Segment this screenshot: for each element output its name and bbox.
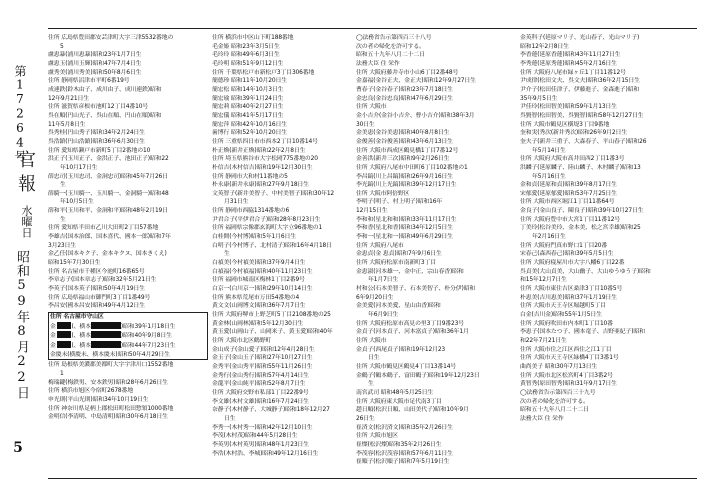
text-line: 法務大臣 住 栄作 <box>356 60 400 67</box>
text-line: 金恵貞(金 恵貞)昭和7年9月6日生 <box>356 251 442 258</box>
issue-number: 第17264号 <box>13 65 27 163</box>
text-line: 呉秀桂(円山秀子)昭和34年2月24日生 <box>48 130 145 137</box>
text-line: 梅瑞鍵(梅鉄男、安本鉄男)昭和28年6月26日生 <box>48 379 168 386</box>
text-line: 住所 大阪府八尾市緑ヶ丘1丁目11番12号 <box>520 69 626 76</box>
text-line: 黄金林(山岡林)昭和5年12月30日生 <box>212 320 304 327</box>
text-line: 簡宏莉 昭和40年2月27日生 <box>212 104 284 111</box>
text-line: 住所 愛知県半田市乙川大田町2丁目57番地 <box>48 225 159 232</box>
text-line: 薛忠司(玉川忠司、金洞忠司)昭和45年7月26日 <box>48 173 168 180</box>
gazette-title: 官報 <box>15 150 36 198</box>
text-line: 金山成子(金山愛子)昭和12年4月28日生 <box>212 346 315 353</box>
text-line: 白京一(白川京一)昭和29年10月14日生 <box>212 286 313 293</box>
redaction-block <box>91 341 121 348</box>
text-line: 住所 島根県美濃郡美都町大字宇津川口1552番地 <box>48 362 174 369</box>
text-line: 住所 大阪市北区鶴野町 <box>212 337 272 344</box>
text-line: 李和一(星北和一)昭和49年6月29日生 <box>356 234 453 241</box>
redaction-block <box>91 331 121 338</box>
text-line: 白金(吉川金)昭和55年1月5日生 <box>520 312 602 318</box>
text-line: 金秀行(金山秀行)昭和57年4月14日生 <box>212 372 309 379</box>
text-line: 李英子(国本英子)昭和50年4月19日生 <box>48 286 145 293</box>
text-line: 白禎美(今村禎美)昭和37年9月4日生 <box>212 260 306 267</box>
text-line: 金恵淑(河本雄一、金中正、宗山春香)昭和 <box>356 268 464 275</box>
text-line: 金鶴子(鶴本鶴子、富田鶴子)昭和19年12月23日 <box>356 372 480 379</box>
text-line: 昭和五十九年八月二十二日 <box>356 52 425 59</box>
text-line: 法務大臣 住 栄作 <box>520 415 564 422</box>
text-line: 月31日生 <box>224 199 249 206</box>
text-line: 住所 広島県豊田郡安芸津町大字三津5532番地の <box>48 35 174 41</box>
text-line: 住所 横浜市旭区今宿町2678番地 <box>48 388 134 395</box>
column-4 <box>520 34 700 474</box>
text-line: 李昌安(國本昌安)昭和49年4月12日生 <box>48 303 145 310</box>
text-line: 李香蓮(延原香蓮)昭和43年11月27日生 <box>520 52 621 59</box>
text-line: 年10月5日生 <box>60 199 94 206</box>
text-line: 李浩(木村浩、李城)昭和49年12月16日生 <box>212 450 319 457</box>
text-line: 尹介子(松田佳津子、伊藤進子、金森進子)昭和 <box>520 86 640 93</box>
text-line: 白禎福(今村禎福)昭和40年11月23日生 <box>212 268 313 275</box>
text-line: 朴恵美(吉川恵美)昭和37年1月19日生 <box>520 294 617 301</box>
text-line: 住所 愛知県瀬戸市新町5丁目2番地の10 <box>48 147 151 154</box>
redaction-block <box>57 341 71 348</box>
text-line: 李茂(木村茂)昭和44年5月28日生 <box>212 433 298 440</box>
text-line: 年5月16日生 <box>532 173 566 180</box>
text-line: 次の者の帰化を許可する。 <box>520 398 589 405</box>
text-line: 1 <box>60 370 64 377</box>
text-line: 黄文文(山岡博文)昭和36年7月7日生 <box>212 303 306 310</box>
text-line: 白明子(今村博子、北村清子)昭和16年4月18日 <box>212 242 332 249</box>
text-line: 尹成律(松田文夫、呉文夫)昭和36年2月15日生 <box>520 78 640 85</box>
text-line: 住所 大阪府大阪市高井田西2丁目1番3号 <box>520 156 625 163</box>
text-line: ◯法務省告示第四百三十九号 <box>520 389 596 396</box>
text-line: 金玉子(金山玉子)昭和27年10月27日生 <box>212 355 313 362</box>
bottom-rule <box>48 478 697 479</box>
text-line: 住所 滋賀県彦根市池町12丁目4番10号 <box>48 104 149 111</box>
text-line: 白桂開(今村博)昭和5年1月6日生 <box>212 234 296 241</box>
text-line: 住所 大阪府八尾市 <box>356 242 404 249</box>
text-line: 金美愛(河本美愛、星山由香)昭和 <box>356 303 441 310</box>
text-line: 歯博行 昭和52年10月20日生 <box>212 130 287 137</box>
text-line: 南宮武司 昭和48年5月25日生 <box>356 389 434 396</box>
text-line: 李光鎬(川上光鎬)昭和39年12月17日生 <box>356 182 457 189</box>
text-line: 呉浩鎮(円山浩鎮)昭和36年6月30日生 <box>48 138 145 145</box>
text-line: 日生 <box>224 415 236 422</box>
text-line: 住所 熊本県荒尾市万田54番地の4 <box>212 294 300 301</box>
text-line: 住所 大阪市 <box>356 104 387 111</box>
text-line: 住所 大阪市鶴見区横堤3丁目9番地 <box>520 121 610 128</box>
text-line: 趙日順(松沢日順、山田美代子)昭和10年9月 <box>356 407 469 414</box>
text-line: 住所 大阪市住之江区西住之江1丁目 <box>520 346 612 353</box>
redaction-block <box>57 331 71 338</box>
text-line: 5 <box>60 43 64 50</box>
text-line: 住所 福岡市城南区梅林1丁目2番9号 <box>212 277 305 284</box>
text-line: 12年9月21日生 <box>48 95 89 102</box>
column-2-lines <box>212 34 352 458</box>
text-line: 尹君合子(平伊君合子)昭和28年8月23日生 <box>212 216 321 223</box>
weekday: 水曜日 <box>20 205 33 238</box>
text-line: 住所 静岡市大和村11番地の5 <box>212 173 288 180</box>
text-line: 金和貞(延原和貞)昭和39年8月17日生 <box>520 182 617 189</box>
text-line: 呉在順(円山光子、呉山在順、円山在順)昭和 <box>48 112 162 119</box>
text-line: 年5月14日生 <box>532 147 566 154</box>
text-line: 住所 大阪市天王寺区堀越町5丁目 <box>520 303 606 310</box>
text-line: 住所 大阪市鶴見区鶴見4丁目13番14号 <box>356 363 457 370</box>
text-line: 黄玉愛(山岡山子、山岡米子、黄玉愛)昭和40年 <box>212 329 333 336</box>
top-rule <box>48 28 697 29</box>
box-lines <box>50 322 206 360</box>
text-line: 簡宏瑜 昭和39年1月24日生 <box>212 95 284 102</box>
text-line: 李和香(星北和香)昭和34年12月5日生 <box>356 225 453 232</box>
text-line: 曹春子(金谷春子)昭和23年7月18日生 <box>356 86 453 93</box>
text-line: 奎和実(秀次(新井秀次)昭和26年9月2日生 <box>520 130 627 137</box>
text-line: 毛玲玲 昭和49年6月3日生 <box>212 52 280 59</box>
column-1-lines <box>48 34 208 311</box>
text-line: 金 (、横本 )昭和39年1月18日生 <box>50 323 176 330</box>
page-margin <box>0 0 44 504</box>
text-line: 金嘉福(金谷正夫、金正夫)昭和12年9月27日生 <box>356 78 476 85</box>
text-line: 朴正煥(新井正煥)昭和22年2月8日生 <box>212 147 306 154</box>
text-line: 住所 三重県四日市市西本2丁目10番14号 <box>212 138 318 145</box>
issue-date: 昭和59年8月22日 <box>14 250 29 400</box>
text-line: 昭和五十九年八月二十二日 <box>520 407 589 414</box>
redaction-block <box>91 322 121 329</box>
text-line: 住所 大阪府藤井寺市小山6丁目2番48号 <box>356 69 459 76</box>
text-line: 住所 横浜市中区山下町188番地 <box>212 35 294 41</box>
text-line: 申光則(平山光則)昭和34年10月19日生 <box>48 396 149 403</box>
text-line: 崔燦(松沢燦)昭和35年2月26日生 <box>356 441 442 448</box>
text-line: 年2月16日生 <box>532 234 566 241</box>
text-line: 和15年12月7日生 <box>520 277 567 284</box>
text-line: 宋春己(森西春己)昭和39年5月5日生 <box>520 251 614 258</box>
text-line: 住所 福岡県宗像郡玄海町大字立96番地の1 <box>212 225 323 232</box>
text-line: 昭和15年7月30日生 <box>48 260 101 267</box>
text-line: 洪麟子(延原麟子、陸山麟子、木村麟子)昭和13 <box>520 164 641 171</box>
text-line: 朴信吉(木村信吉)昭和19年12月30日生 <box>212 164 313 171</box>
text-line: 住所 埼玉県熊谷市大字松岡775番地の20 <box>212 156 318 163</box>
text-line: 金美恵(金谷美恵)昭和40年8月8日生 <box>356 130 450 137</box>
text-line: 住所 大阪市西区堀江1丁目11番64号 <box>520 199 615 206</box>
text-line: 毛金姫 昭和23年3月5日生 <box>212 43 280 50</box>
text-line: 金慶未(横慶未、横本慶未)昭和50年4月29日生 <box>50 351 170 358</box>
text-line: 村和公(石本美智子、石本美智子、朴分伊)昭和 <box>356 286 476 293</box>
text-line: 朴永康(新井永康)昭和27年9月18日生 <box>212 182 309 189</box>
text-line: 簡宏儀 昭和41年5月17日生 <box>212 112 284 119</box>
text-line: 住所 名古屋市千種区今池町16番65号 <box>48 268 145 275</box>
text-line: 12月15日生 <box>356 208 388 215</box>
text-line: 住所 広島県福山市御門町3丁目1番49号 <box>48 294 151 301</box>
text-line: 金善洪(新井三次)昭和9年2月26日生 <box>356 156 450 163</box>
redacted-entry-box <box>48 312 208 360</box>
text-line: 住所 大阪府豊中市大宮1丁目11番12号 <box>520 216 621 223</box>
text-line: 崔済文(松沢済文)昭和35年2月26日生 <box>356 424 453 431</box>
text-line: 3月23日生 <box>48 242 77 249</box>
text-line: 金英科子(延原マリ子、光山春子、光山マリ子) <box>520 35 640 41</box>
text-line: 住所 大阪府松原市高見の里3丁目9番23号 <box>356 320 464 327</box>
text-line: 黄智秀(原田智秀)昭和31年9月17日生 <box>520 381 617 388</box>
text-line: 住所 大阪府松原市南新町3丁目 <box>356 260 436 267</box>
text-line: 尹佳玲(松田智美)昭和59年1月13日生 <box>520 104 617 111</box>
text-line: 金乙任(国本キク子、金本キクヌ、国本きくえ) <box>48 251 167 258</box>
text-line: 李雄吉(国本治郎、国本喜代、國本一郎)昭和7年 <box>48 234 171 241</box>
text-line: 30日生 <box>356 121 375 128</box>
text-line: 李明子(明子、村上明子)昭和16年 <box>356 199 443 206</box>
text-line: 次の者の帰化を許可する。 <box>356 43 425 50</box>
box-header: 住所 名古屋市守山区 <box>50 314 104 320</box>
text-line: 洪正子(玉川正子、金洪正子、池田正子)昭和22 <box>48 156 169 163</box>
text-line: 薛和平(玉川和平、金洞和平)昭和48年2月19日 <box>48 208 168 215</box>
text-line: 奈静子(木村静子、大城静子)昭和18年12月27 <box>212 407 330 414</box>
text-line: 住所 大阪府交野市私部1丁目22番9号 <box>212 389 309 396</box>
text-line: 金貞子(河本貞子、河本富貞子)昭和36年1月 <box>356 329 469 336</box>
text-line: 金小吉介(金谷小吉介、曹小吉介)昭和38年3月 <box>356 112 475 119</box>
text-line: 盧秀美(浦川秀美)昭和50年8月6日生 <box>48 69 142 76</box>
text-line: 李昌鎬(川上昌鎬)昭和26年9月16日生 <box>356 173 453 180</box>
text-line: 住所 静岡市西脇1314番地の6 <box>212 208 290 215</box>
text-line: 生 <box>368 381 374 388</box>
text-line: 李秀蓮(延原秀蓮)昭和45年2月16日生 <box>520 60 617 67</box>
text-line: 住所 大阪市西成区鶴見橋1丁目7番12号 <box>356 147 459 154</box>
text-line: 住所 静岡県沼津市平町6番19号 <box>48 78 130 85</box>
column-3 <box>356 34 514 474</box>
text-line: 26日生 <box>356 415 375 422</box>
text-line: 李章志子(国本章志子)昭和32年5月21日生 <box>48 277 157 284</box>
text-line: 住所 大阪府寝屋川市大字八幡6丁目22番 <box>520 260 625 267</box>
text-line: 住所 大阪府門真市野口1丁目20番 <box>520 242 608 249</box>
text-line: 住所 大阪府東大阪市足代南3丁目 <box>356 398 442 405</box>
text-line: 日生 <box>368 355 380 362</box>
text-line: 金明信(李清明、中島清明)昭和30年6月18日生 <box>48 414 168 421</box>
text-line: 李茂容(松沢茂容)昭和57年6月11日生 <box>356 450 453 457</box>
text-line: 住所 大阪市阿倍野区 <box>356 190 410 197</box>
text-line: 住所 神奈川県足柄上郡松田町松田惣領1000番地 <box>48 405 174 412</box>
text-line: 6年9月20日生 <box>356 294 394 301</box>
text-line: 金貞子(西尾貞子)昭和19年12月23 <box>356 346 446 353</box>
text-line: 住所 大阪市天王寺区緑橋4丁目3番1号 <box>520 355 619 362</box>
text-line: 文英智子(新井美智子、中村美智子)昭和30年12 <box>212 190 335 197</box>
text-line: 金俊善(金谷俊善)昭和43年6月13日生 <box>356 138 453 145</box>
page-number: 5 <box>10 440 26 456</box>
column-1-after-lines <box>48 361 208 422</box>
text-line: 住所 大阪市旭区 <box>356 433 398 440</box>
text-line: 金秀平(金山秀平)昭和55年11月26日生 <box>212 363 313 370</box>
text-line: 盧恵暴(浦川恵暴)昭和23年1月7日生 <box>48 52 142 59</box>
text-line: 住所 大阪市 <box>356 337 387 344</box>
text-line: 住所 大阪府吹田市内本町1丁目10番 <box>520 320 613 327</box>
text-line: 生 <box>60 216 66 223</box>
text-line: 金忠良(金谷忠良)昭和47年6月29日生 <box>356 95 453 102</box>
text-line: 年1月7日生 <box>368 277 399 284</box>
text-line: 薛騎一(玉川騎一、玉川騎一、金洞騎一)昭和48 <box>48 190 169 197</box>
text-line: 住所 大阪府八尾市中田町6丁目102番地の1 <box>356 164 468 171</box>
text-line: 宋郁愛(延原郁愛)昭和53年7月25日生 <box>520 190 617 197</box>
text-line: 李和和(星北和和)昭和33年11月17日生 <box>356 216 457 223</box>
text-line: 11年5月8日生 <box>48 121 86 128</box>
text-line: 簡宏萍 昭和42年10月16日生 <box>212 121 287 128</box>
text-line: 李恵子(国本たつ子、國本竜子、吉野亜紀子)昭和 <box>520 329 645 336</box>
text-line: 和22年7月21日生 <box>520 337 567 344</box>
text-line: 金 (、横本 )昭和44年7月23日生 <box>50 342 176 349</box>
text-line: 住所 大阪市北区松宮町4丁目3番2号 <box>520 372 613 379</box>
text-line: 住所 千葉県松戸市新松戸3丁目306番地 <box>212 69 315 76</box>
text-line: 李秀一(木村秀一)昭和42年12月10日生 <box>212 424 313 431</box>
text-line: 奎夫子(新井三重子、大森春子、平山春子)昭和26 <box>520 138 647 145</box>
text-line: 生 <box>60 182 66 189</box>
text-line: 呉賢智(松田智美、呉賢智)昭和58年12月27日生 <box>520 112 644 119</box>
text-line: 年6月9日生 <box>368 312 399 318</box>
text-line: 住所 大阪市東住吉区桑津3丁目10番5号 <box>520 286 623 293</box>
text-line: 毛玲明 昭和51年9月12日生 <box>212 60 284 67</box>
text-line: 住所 大阪府堺市上野芝町5丁目2108番地の25 <box>212 312 331 318</box>
text-line: 成連鉄(鈴木由子、成川由子、成川連鉄)昭和 <box>48 86 162 93</box>
text-line: 金 (、横本 )昭和40年9月8日生 <box>50 333 172 340</box>
text-line: 李文雄(木村文雄)昭和16年7月24日生 <box>212 398 309 405</box>
column-2 <box>212 34 352 474</box>
text-line: 昭和12年2月8日生 <box>520 43 569 50</box>
text-line: 35年9月5日生 <box>520 95 558 102</box>
column-4-lines <box>520 34 700 424</box>
text-line: 曲尚美子 昭和30年7月13日生 <box>520 363 598 370</box>
column-3-lines <box>356 34 514 467</box>
text-line: 丁美玲(松谷美玲、金本美、松之宮幸雄)昭和25 <box>520 225 641 232</box>
text-line: 生 <box>224 251 230 258</box>
text-line: 李英男(木村英男)昭和48年1月23日生 <box>212 441 309 448</box>
text-line: 盧恵玉(浦川玉輝)昭和47年7月4日生 <box>48 60 142 67</box>
text-line: ◯法務省告示第四百三十八号 <box>356 35 432 41</box>
redaction-block <box>57 322 71 329</box>
text-line: 簡德珍 昭和11年10月20日生 <box>212 78 287 85</box>
text-line: 金龍平(金山純平)昭和52年8月7日生 <box>212 381 306 388</box>
text-line: 年10月17日生 <box>60 164 98 171</box>
text-line: 金良子(金山良子、陳良子)昭和39年10月27日生 <box>520 208 644 215</box>
column-1 <box>48 34 208 474</box>
text-line: 呉貞美(大山貞美、大山幽子、大山ゆうゆう子)昭和 <box>520 268 651 275</box>
text-line: 崔順子(松沢順子)昭和7年5月19日生 <box>356 459 450 466</box>
text-line: 簡宏松 昭和14年10月3日生 <box>212 86 284 93</box>
